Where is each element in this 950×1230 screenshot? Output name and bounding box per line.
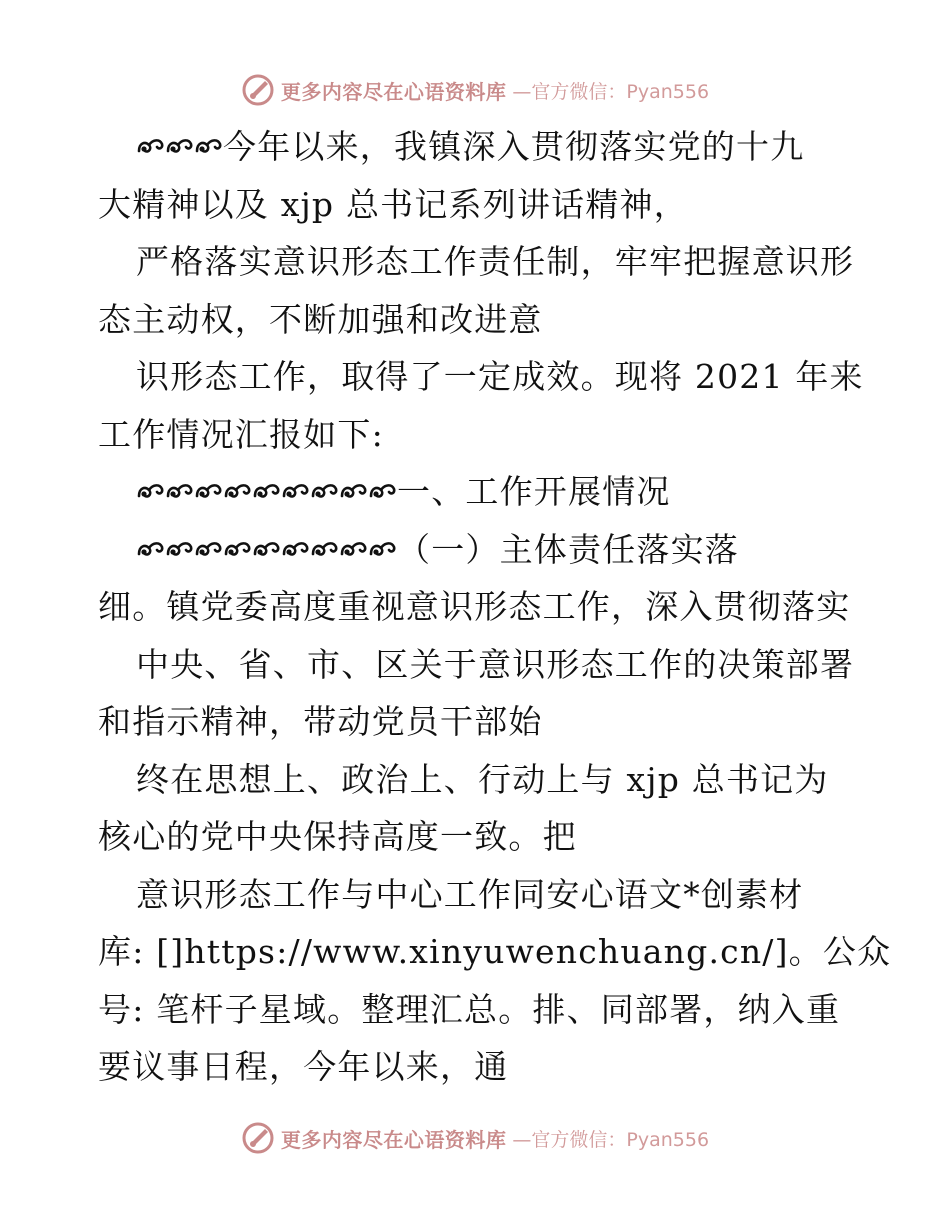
swirl-glyph	[342, 543, 365, 554]
swirl-glyph	[226, 485, 249, 496]
watermark-side-text: —官方微信：Pyan556	[512, 1128, 710, 1151]
ornament-group	[136, 534, 397, 564]
swirl-glyph	[197, 140, 220, 151]
header-watermark	[0, 70, 950, 110]
paragraph-text: 终在思想上、政治上、行动上与 xjp 总书记为	[136, 759, 829, 799]
swirl-ornament-icon	[136, 476, 397, 506]
text-line	[98, 118, 858, 176]
paragraph-text: 和指示精神，带动党员干部始	[98, 702, 543, 741]
swirl-glyph	[284, 543, 307, 554]
text-line	[98, 348, 864, 406]
text-line	[98, 751, 858, 809]
swirl-ornament-icon	[136, 534, 397, 564]
swirl-glyph	[255, 543, 278, 554]
text-line	[98, 291, 858, 349]
swirl-glyph	[313, 485, 336, 496]
swirl-glyph	[168, 543, 191, 554]
paragraph-text: 要议事日程，今年以来，通	[98, 1047, 509, 1086]
watermark-main-text: 更多内容尽在心语资料库	[280, 1127, 507, 1152]
text-line	[98, 693, 858, 751]
paragraph-text: 意识形态工作与中心工作同安心语文*创素材	[136, 874, 804, 914]
text-line	[98, 808, 858, 866]
paragraph-text: 大精神以及 xjp 总书记系列讲话精神，	[98, 184, 688, 224]
swirl-glyph	[313, 543, 336, 554]
watermark-side-text: —官方微信：Pyan556	[512, 80, 710, 103]
text-line	[98, 233, 858, 291]
text-line	[98, 636, 858, 694]
text-line	[98, 406, 858, 464]
paragraph-text: 态主动权，不断加强和改进意	[98, 299, 543, 339]
paragraph-text: 识形态工作，取得了一定成效。现将 2021 年来	[136, 357, 864, 396]
swirl-glyph	[284, 485, 307, 496]
footer-watermark	[0, 1118, 950, 1158]
paragraph-text: 库: []https://www.xinyuwenchuang.cn/]。公众	[98, 932, 892, 971]
text-line	[98, 981, 858, 1039]
swirl-glyph	[168, 140, 191, 151]
swirl-glyph	[255, 485, 278, 496]
swirl-glyph	[197, 485, 220, 496]
ornament-group	[136, 131, 223, 161]
paragraph-text: 工作情况汇报如下:	[98, 414, 384, 454]
swirl-glyph	[168, 485, 191, 496]
swirl-glyph	[371, 543, 394, 554]
text-line	[98, 578, 858, 636]
logo-icon	[241, 1121, 275, 1155]
swirl-glyph	[139, 485, 162, 496]
swirl-glyph	[139, 140, 162, 151]
paragraph-text: 一、工作开展情况	[397, 472, 671, 511]
text-line	[98, 463, 858, 521]
text-line	[98, 176, 858, 234]
document-body	[98, 118, 892, 1096]
swirl-glyph	[342, 485, 365, 496]
paragraph-text: 核心的党中央保持高度一致。把	[98, 817, 577, 856]
text-line	[98, 923, 892, 981]
logo-icon	[241, 73, 275, 107]
paragraph-text: 严格落实意识形态工作责任制，牢牢把握意识形	[136, 242, 855, 281]
swirl-ornament-icon	[136, 131, 223, 161]
paragraph-text: （一）主体责任落实落	[397, 529, 739, 569]
paragraph-text: 今年以来，我镇深入贯彻落实党的十九	[223, 127, 805, 166]
text-line	[98, 1038, 858, 1096]
paragraph-text: 中央、省、市、区关于意识形态工作的决策部署	[136, 644, 855, 684]
paragraph-text: 细。镇党委高度重视意识形态工作，深入贯彻落实	[98, 587, 851, 626]
swirl-glyph	[371, 485, 394, 496]
text-line	[98, 866, 858, 924]
swirl-glyph	[226, 543, 249, 554]
paragraph-text: 号: 笔杆子星域。整理汇总。排、同部署，纳入重	[98, 989, 841, 1029]
text-line	[98, 521, 858, 579]
watermark-main-text: 更多内容尽在心语资料库	[280, 79, 507, 104]
swirl-glyph	[139, 543, 162, 554]
ornament-group	[136, 476, 397, 506]
swirl-glyph	[197, 543, 220, 554]
